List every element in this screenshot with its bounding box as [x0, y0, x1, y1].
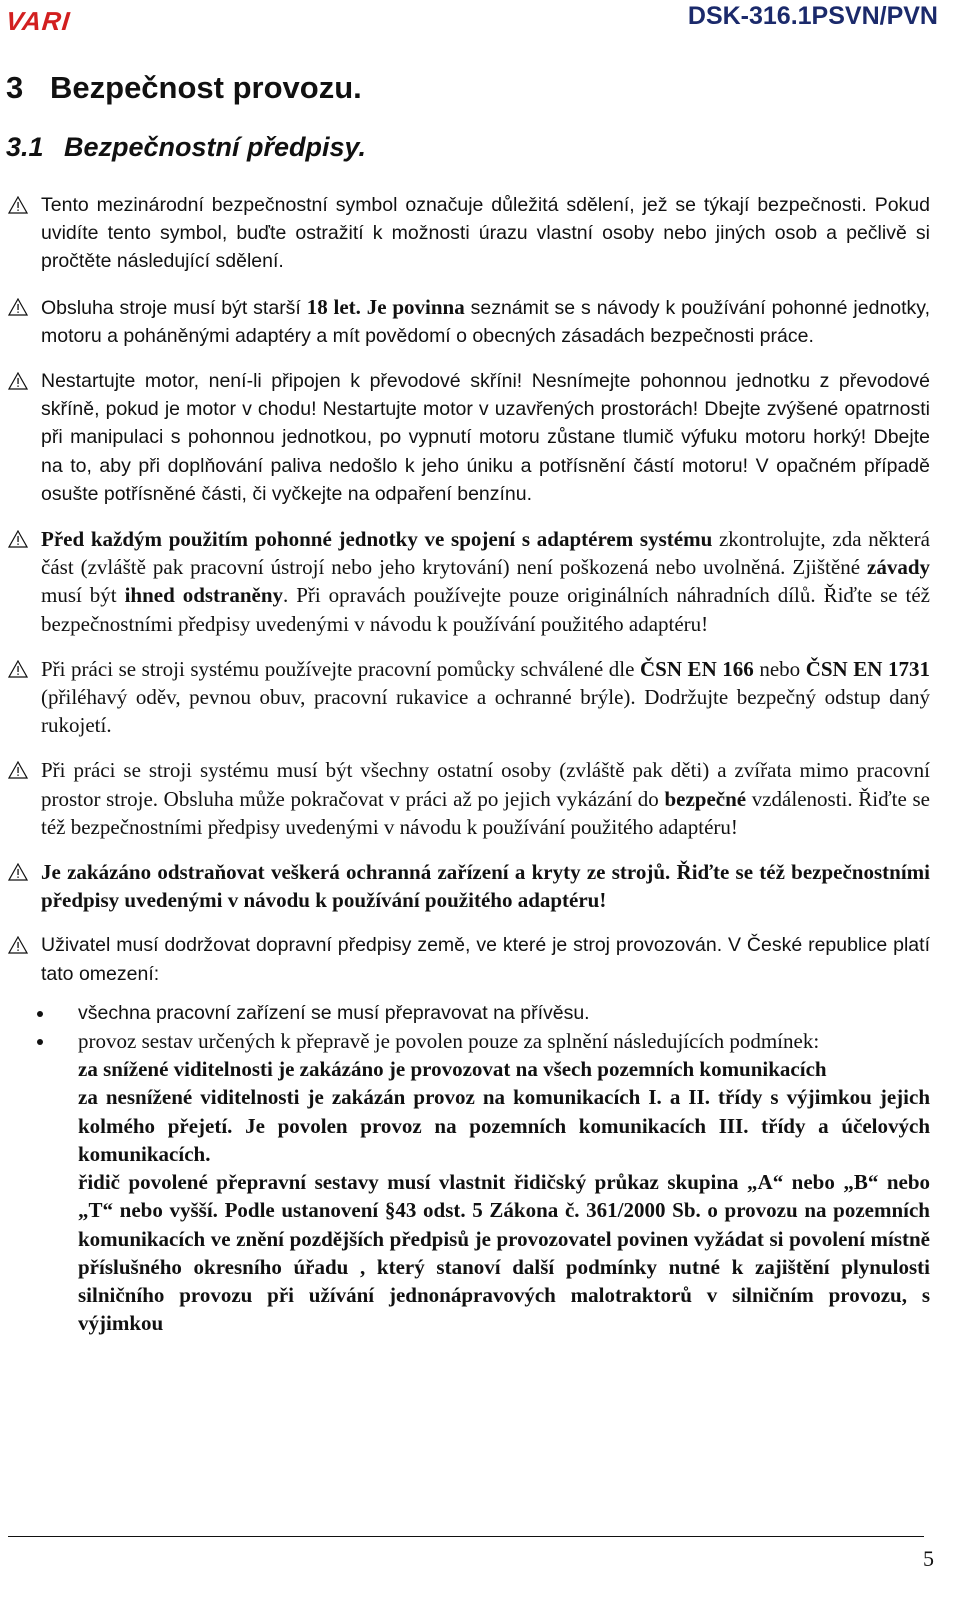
- section-heading: [6, 70, 362, 106]
- paragraph-safety-symbol: [8, 191, 930, 276]
- page-header: [0, 0, 960, 36]
- paragraph-guards-removal: [8, 858, 930, 914]
- paragraph-text: nebo: [753, 656, 806, 681]
- subsection-heading: [6, 132, 366, 163]
- footer-divider: [8, 1536, 924, 1537]
- warning-triangle-icon: [8, 936, 28, 954]
- condition-line: za snížené viditelnosti je zakázáno je provozovat na všech pozemních komunikacích: [78, 1057, 827, 1082]
- restrictions-list: [8, 999, 930, 1337]
- paragraph-inspection: [8, 525, 930, 638]
- warning-triangle-icon: [8, 298, 28, 316]
- paragraph-text: seznámit se s návody k používání pohonné jednotky, motoru a poháněnými adaptéry a mít povědomí o obecných zásadách bezpečnosti práce.: [41, 296, 930, 347]
- page-number: 5: [923, 1546, 934, 1571]
- paragraph-text: vzdálenosti. Řiďte se též bezpečnostními předpisy uvedenými v návodu k používání použitého adaptéru!: [41, 786, 930, 839]
- bold-standard-1731: ČSN EN 1731: [805, 656, 930, 681]
- warning-triangle-icon: [8, 761, 28, 779]
- paragraph-engine-start: [8, 367, 930, 508]
- paragraph-text: . Při opravách používejte pouze originálních náhradních dílů. Řiďte se též bezpečnostními předpisy uvedenými v návodu k používání použitého adaptéru!: [41, 583, 930, 636]
- bold-standard-166: ČSN EN 166: [640, 656, 754, 681]
- bullet-dot-icon: [37, 1011, 43, 1017]
- list-item: [8, 1027, 930, 1337]
- condition-line: řidič povolené přepravní sestavy musí vlastnit řidičský průkaz skupina „A“ nebo „B“ nebo „T“ nebo vyšší. Podle ustanovení §43 odst. 5 Zákona č. 361/2000 Sb. o provozu na pozemních komunikacích ve znění pozdějších předpisů je provozovatel povinen vyžádat si povolení místně příslušného okresního úřadu , který stanoví další podmínky nutné k zajištění plynulosti silničního provozu při užívání jednonápravových malotraktorů v silničním provozu, s výjimkou: [78, 1170, 930, 1336]
- warning-triangle-icon: [8, 660, 28, 678]
- bold-immediately: ihned odstraněny: [124, 583, 284, 608]
- warning-triangle-icon: [8, 530, 28, 548]
- bold-safe: bezpečné: [664, 786, 747, 811]
- bold-intro: Před každým použitím pohonné jednotky ve spojení s adaptérem systému: [41, 527, 713, 552]
- paragraph-protective-equipment: [8, 655, 930, 740]
- subsection-number: 3.1: [6, 132, 44, 162]
- vari-logo: VARI: [4, 6, 72, 36]
- list-item-text: všechna pracovní zařízení se musí přepravovat na přívěsu.: [78, 1001, 590, 1024]
- paragraph-text: zkontrolujte, zda některá část (zvláště pak pracovní ústrojí nebo jeho krytování) není poškozená nebo uvolněná. Zjištěné: [41, 527, 930, 580]
- paragraph-traffic-rules: [8, 931, 930, 987]
- document-code: DSK-316.1PSVN/PVN: [687, 2, 938, 30]
- document-body: [8, 191, 930, 1337]
- warning-triangle-icon: [8, 372, 28, 390]
- section-number: 3: [6, 70, 24, 105]
- paragraph-text: Při práci se stroji systému musí být všechny ostatní osoby (zvláště pak děti) a zvířata mimo pracovní prostor stroje. Obsluha může pokračovat v práci až po jejich vykázání do: [41, 758, 930, 811]
- paragraph-text: Tento mezinárodní bezpečnostní symbol označuje důležitá sdělení, jež se týkají bezpečnosti. Pokud uvidíte tento symbol, buďte ostražití k možnosti úrazu vlastní osoby nebo jiných osob a pečlivě si pročtěte následující sdělení.: [41, 194, 930, 273]
- bold-defects: závady: [867, 555, 930, 580]
- paragraph-text: musí být: [41, 583, 125, 608]
- paragraph-text: Je zakázáno odstraňovat veškerá ochranná zařízení a kryty ze strojů. Řiďte se též bezpečnostními předpisy uvedenými v návodu k používání použitého adaptéru!: [41, 860, 930, 913]
- paragraph-text: Nestartujte motor, není-li připojen k převodové skříni! Nesnímejte pohonnou jednotku z převodové skříně, pokud je motor v chodu! Nestartujte motor v uzavřených prostorách! Dbejte zvýšené opatrnosti při manipulaci s pohonnou jednotkou, po vypnutí motoru zůstane tlumič výfuku motoru horký! Dbejte na to, aby při doplňování paliva nedošlo k jeho úniku a potřísnění částí motoru! V opačném případě osušte potřísněné části, či vyčkejte na odpaření benzínu.: [41, 370, 930, 505]
- subsection-title: Bezpečnostní předpisy.: [64, 132, 367, 162]
- bullet-dot-icon: [37, 1039, 43, 1045]
- list-item: [8, 999, 930, 1027]
- list-item-text: provoz sestav určených k přepravě je povolen pouze za splnění následujících podmínek:: [78, 1029, 820, 1054]
- paragraph-bystanders: [8, 756, 930, 841]
- warning-triangle-icon: [8, 196, 28, 214]
- bold-age: 18 let.: [306, 294, 361, 319]
- warning-triangle-icon: [8, 863, 28, 881]
- paragraph-text: Při práci se stroji systému používejte pracovní pomůcky schválené dle: [41, 656, 640, 681]
- bold-obligation: Je povinna: [366, 294, 465, 319]
- paragraph-text: (přiléhavý oděv, pevnou obuv, pracovní rukavice a ochranné brýle). Dodržujte bezpečný odstup daný rukojetí.: [41, 685, 930, 738]
- paragraph-operator-age: [8, 293, 930, 350]
- condition-line: za nesnížené viditelnosti je zakázán provoz na komunikacích I. a II. třídy s výjimkou jejich kolmého přejetí. Je povolen provoz na pozemních komunikacích III. třídy a účelových komunikacích.: [78, 1085, 930, 1166]
- section-title: Bezpečnost provozu.: [50, 70, 362, 105]
- paragraph-text: Uživatel musí dodržovat dopravní předpisy země, ve které je stroj provozován. V České republice platí tato omezení:: [41, 934, 930, 985]
- paragraph-text: Obsluha stroje musí být starší: [41, 296, 307, 319]
